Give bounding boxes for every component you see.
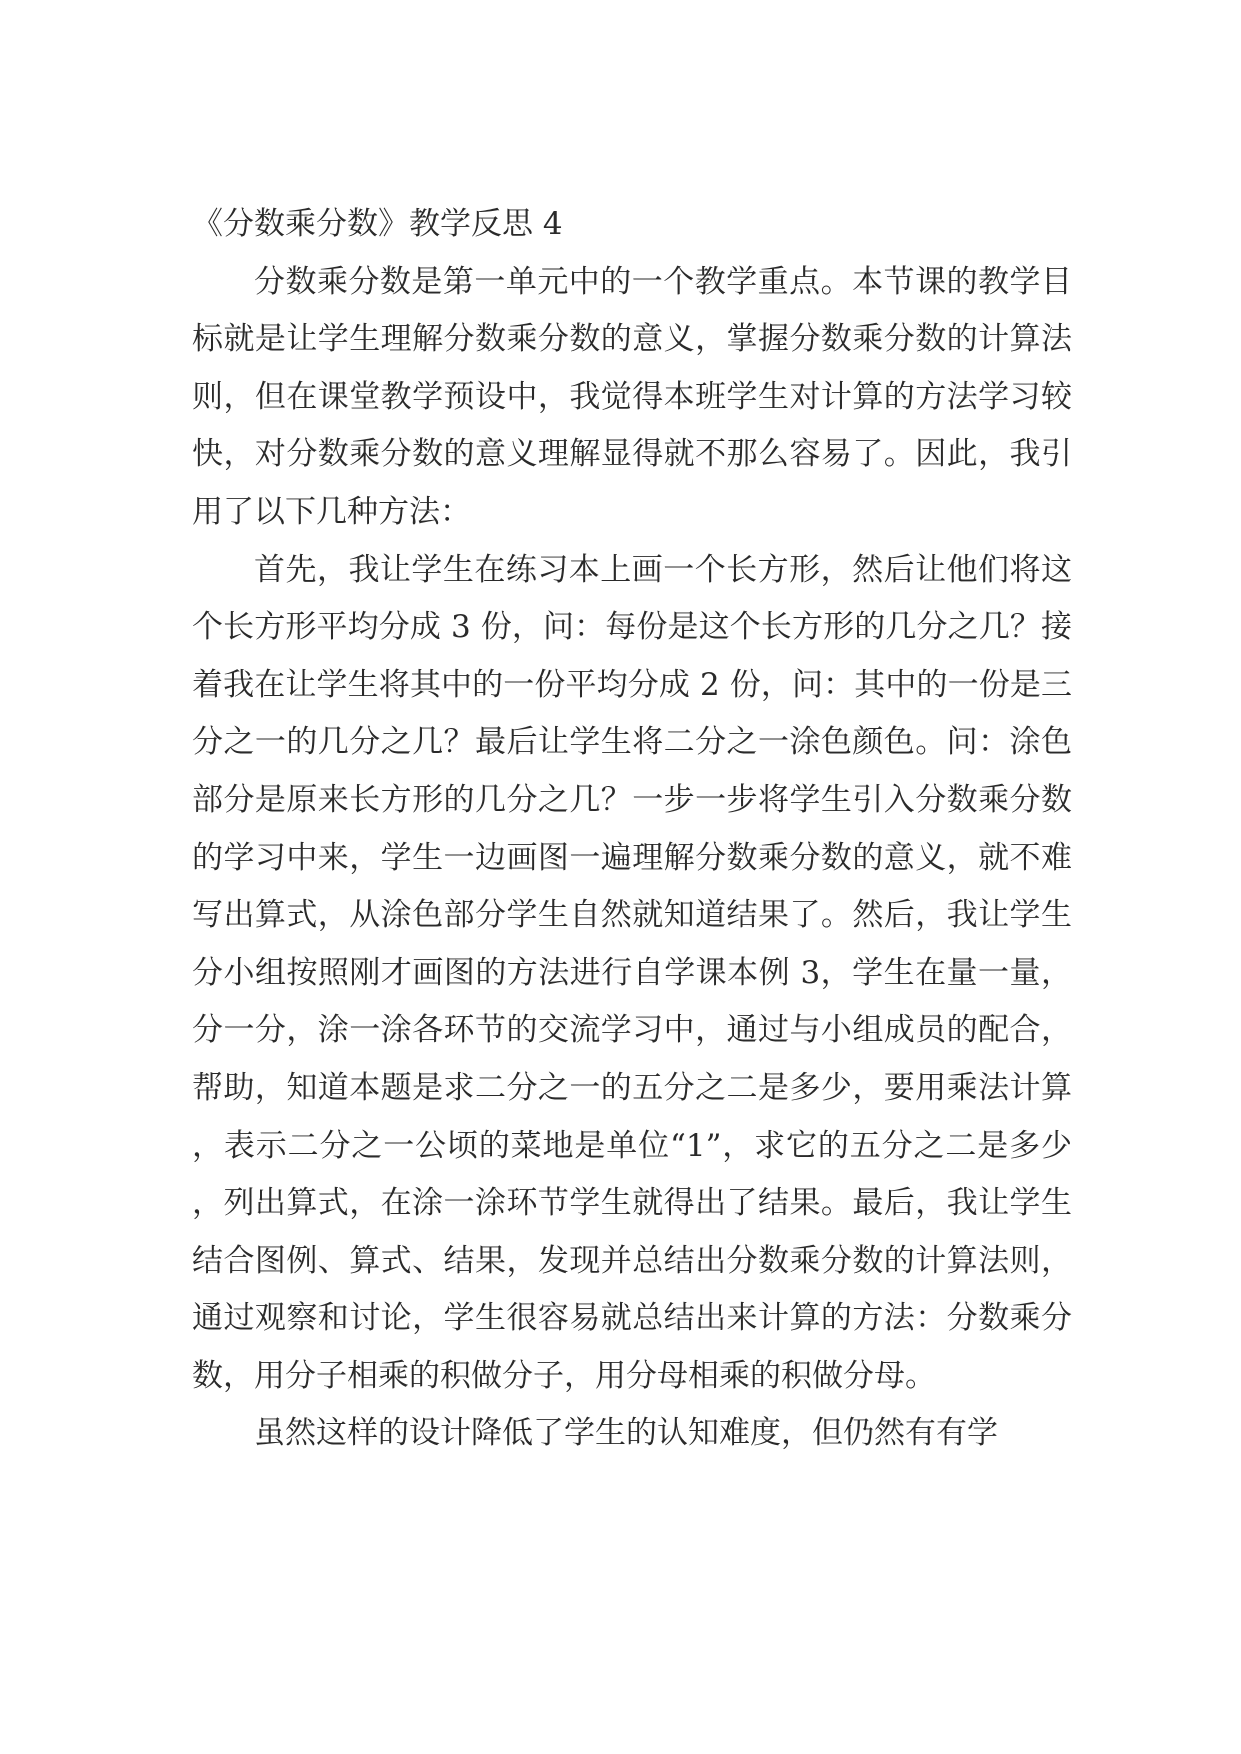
paragraph-method: 首先，我让学生在练习本上画一个长方形，然后让他们将这个长方形平均分成 3 份，问：每份是这个长方形的几分之几？接着我在让学生将其中的一份平均分成 2 份，问：其中的一份是三分之一的几分之几？最后让学生将二分之一涂色颜色。问：涂色部分是原来长方形的几分之几？一步一步将学生引入分数乘分数的学习中来，学生一边画图一遍理解分数乘分数的意义，就不难写出算式，从涂色部分学生自然就知道结果了。然后，我让学生分小组按照刚才画图的方法进行自学课本例 3，学生在量一量，分一分，涂一涂各环节的交流学习中，通过与小组成员的配合，帮助，知道本题是求二分之一的五分之二是多少，要用乘法计算，表示二分之一公顷的菜地是单位“1”，求它的五分之二是多少，列出算式，在涂一涂环节学生就得出了结果。最后，我让学生结合图例、算式、结果，发现并总结出分数乘分数的计算法则，通过观察和讨论，学生很容易就总结出来计算的方法：分数乘分数，用分子相乘的积做分子，用分母相乘的积做分母。 (192, 551, 1072, 1394)
document-body (192, 196, 1072, 1463)
paragraph-reflection: 虽然这样的设计降低了学生的认知难度，但仍然有有学 (254, 1415, 998, 1452)
paragraph-intro: 分数乘分数是第一单元中的一个教学重点。本节课的教学目标就是让学生理解分数乘分数的意义，掌握分数乘分数的计算法则，但在课堂教学预设中，我觉得本班学生对计算的方法学习较快，对分数乘分数的意义理解显得就不那么容易了。因此，我引用了以下几种方法： (192, 263, 1072, 530)
document-title: 《分数乘分数》教学反思 4 (192, 206, 563, 242)
